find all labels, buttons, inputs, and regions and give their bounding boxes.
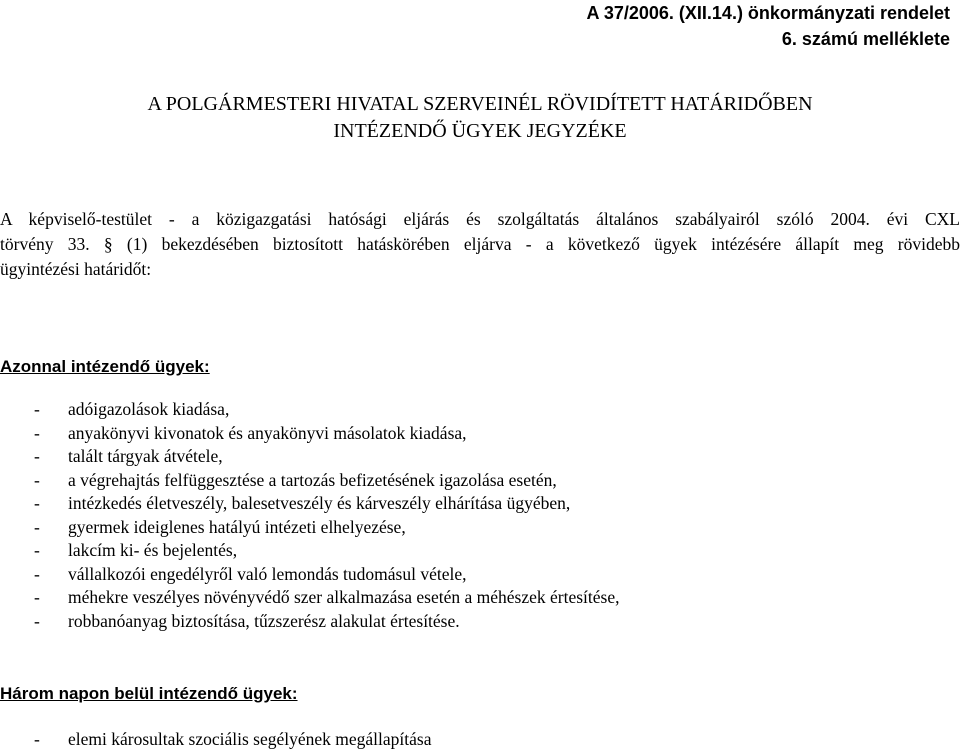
dash-bullet: -: [34, 469, 40, 490]
intro-line-2: törvény 33. § (1) bekezdésében biztosított hatáskörében eljárva - a következő ügyek intézésére állapít meg rövidebb: [0, 234, 960, 254]
list-item-text: talált tárgyak átvétele,: [68, 446, 223, 466]
list-item: [0, 492, 619, 516]
list-item: [0, 586, 619, 610]
dash-bullet: -: [34, 516, 40, 537]
dash-bullet: -: [34, 399, 40, 419]
dash-bullet: -: [34, 422, 40, 443]
list-item: [0, 728, 431, 752]
document-title: [0, 91, 960, 145]
title-line-1: A POLGÁRMESTERI HIVATAL SZERVEINÉL RÖVIDÍTETT HATÁRIDŐBEN: [147, 93, 813, 115]
document-header: [587, 0, 950, 52]
list-item-text: anyakönyvi kivonatok és anyakönyvi másolatok kiadása,: [68, 422, 467, 443]
intro-line-1: A képviselő-testület - a közigazgatási hatósági eljárás és szolgáltatás általános szabályairól szóló 2004. évi CXL: [0, 209, 960, 229]
intro-paragraph: [0, 207, 960, 282]
dash-bullet: -: [34, 493, 40, 513]
list-item-text: adóigazolások kiadása,: [68, 399, 230, 419]
dash-bullet: -: [34, 540, 40, 560]
list-item-text: gyermek ideiglenes hatályú intézeti elhelyezése,: [68, 516, 406, 537]
list-item: [0, 398, 619, 422]
dash-bullet: -: [34, 563, 40, 584]
list-item-text: vállalkozói engedélyről való lemondás tudomásul vétele,: [68, 563, 467, 584]
section-heading-three-days: Három napon belül intézendő ügyek:: [0, 684, 298, 703]
annex-number: 6. számú melléklete: [781, 29, 950, 49]
list-item-text: intézkedés életveszély, balesetveszély és kárveszély elhárítása ügyében,: [68, 493, 571, 513]
three-day-items-list: [0, 728, 431, 752]
list-item: [0, 563, 619, 587]
intro-line-3: ügyintézési határidőt:: [0, 259, 152, 279]
dash-bullet: -: [34, 610, 40, 631]
list-item: [0, 422, 619, 446]
dash-bullet: -: [34, 587, 40, 607]
list-item-text: méhekre veszélyes növényvédő szer alkalmazása esetén a méhészek értesítése,: [68, 587, 620, 607]
list-item: [0, 469, 619, 493]
list-item: [0, 610, 619, 634]
list-item-text: a végrehajtás felfüggesztése a tartozás befizetésének igazolása esetén,: [68, 469, 557, 490]
immediate-items-list: [0, 398, 619, 633]
list-item-text: robbanóanyag biztosítása, tűzszerész alakulat értesítése.: [68, 610, 460, 631]
list-item: [0, 539, 619, 563]
section-heading-immediate: Azonnal intézendő ügyek:: [0, 357, 210, 376]
list-item-text: elemi károsultak szociális segélyének megállapítása: [68, 729, 432, 749]
dash-bullet: -: [34, 729, 40, 749]
list-item: [0, 516, 619, 540]
regulation-reference: A 37/2006. (XII.14.) önkormányzati rendelet: [586, 3, 950, 23]
title-line-2: INTÉZENDŐ ÜGYEK JEGYZÉKE: [333, 120, 627, 142]
dash-bullet: -: [34, 446, 40, 466]
list-item-text: lakcím ki- és bejelentés,: [68, 540, 238, 560]
list-item: [0, 445, 619, 469]
